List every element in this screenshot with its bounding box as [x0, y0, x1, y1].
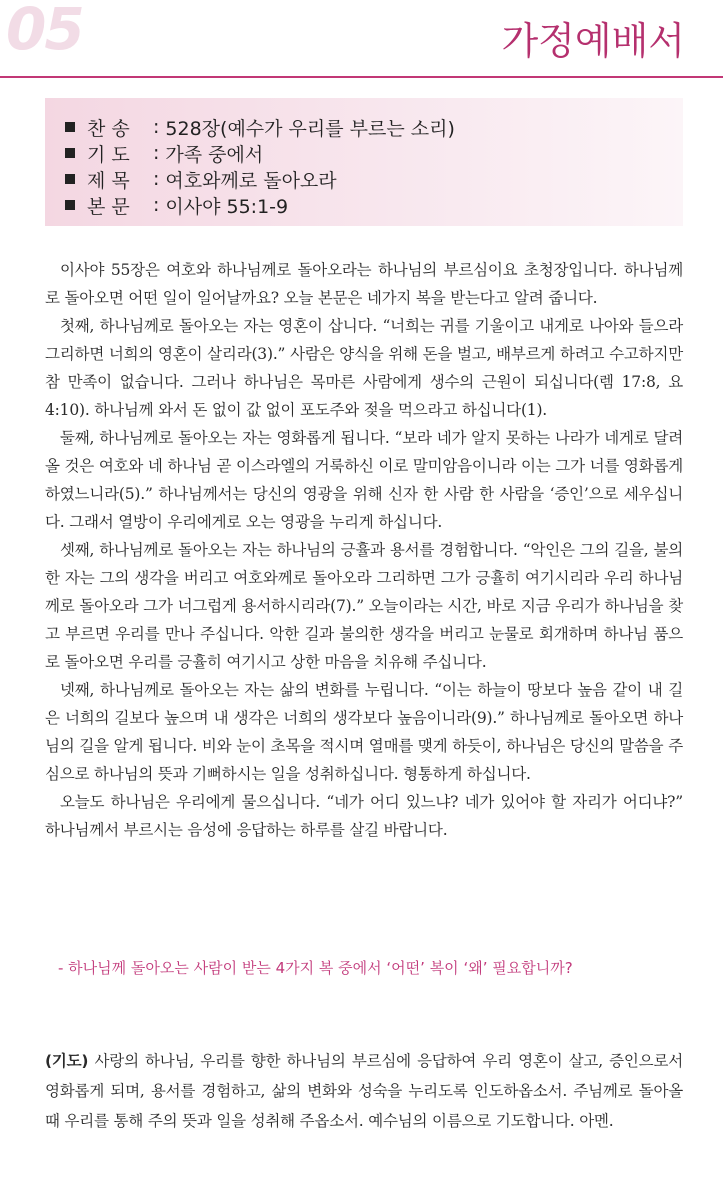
info-value: 이사야 55:1-9: [165, 195, 289, 218]
sermon-paragraph: 셋째, 하나님께로 돌아오는 자는 하나님의 긍휼과 용서를 경험합니다. “악인은 그의 길을, 불의한 자는 그의 생각을 버리고 여호와께로 돌아오라 그리하면 그가 긍휼히 여기시리라 우리 하나님께로 돌아오라 그가 너그럽게 용서하시리라(7).” 오늘이라는 시간, 바로 지금 우리가 하나님을 찾고 부르면 우리를 만나 주십니다. 악한 길과 불의한 생각을 버리고 눈물로 회개하며 하나님 품으로 돌아오면 우리를 긍휼히 여기시고 상한 마음을 치유해 주십니다.: [45, 541, 683, 671]
closing-prayer: [45, 1046, 683, 1136]
info-value: 가족 중에서: [165, 143, 264, 166]
sermon-paragraph: 오늘도 하나님은 우리에게 물으십니다. “네가 어디 있느냐? 네가 있어야 할 자리가 어디냐?” 하나님께서 부르시는 음성에 응답하는 하루를 살길 바랍니다.: [45, 793, 683, 839]
prayer-label: (기도): [45, 1052, 89, 1070]
square-bullet-icon: [65, 122, 75, 132]
sermon-paragraph: 넷째, 하나님께로 돌아오는 자는 삶의 변화를 누립니다. “이는 하늘이 땅보다 높음 같이 내 길은 너희의 길보다 높으며 내 생각은 너희의 생각보다 높음이니라(9).” 하나님께로 돌아오면 하나님의 길을 알게 됩니다. 비와 눈이 초목을 적시며 열매를 맺게 하듯이, 하나님은 당신의 말씀을 주심으로 하나님의 뜻과 기뻐하시는 일을 성취하십니다. 형통하게 하십니다.: [45, 681, 683, 783]
info-row-title: [65, 166, 683, 192]
square-bullet-icon: [65, 174, 75, 184]
info-value: 여호와께로 돌아오라: [165, 169, 337, 192]
sermon-paragraph: 이사야 55장은 여호와 하나님께로 돌아오라는 하나님의 부르심이요 초청장입니다. 하나님께로 돌아오면 어떤 일이 일어날까요? 오늘 본문은 네가지 복을 받는다고 알려 줍니다.: [45, 261, 683, 307]
info-label: 제 목: [87, 169, 130, 192]
info-value: 528장(예수가 우리를 부르는 소리): [165, 117, 455, 140]
square-bullet-icon: [65, 148, 75, 158]
section-title: 가정예배서: [501, 19, 685, 63]
info-label: 본 문: [87, 195, 130, 218]
info-label: 찬 송: [87, 117, 130, 140]
info-row-hymn: [65, 114, 683, 140]
discussion-question: - 하나님께 돌아오는 사람이 받는 4가지 복 중에서 ‘어떤’ 복이 ‘왜’ 필요합니까?: [58, 959, 573, 977]
info-colon: :: [153, 168, 160, 190]
prayer-text: 사랑의 하나님, 우리를 향한 하나님의 부르심에 응답하여 우리 영혼이 살고, 증인으로서 영화롭게 되며, 용서를 경험하고, 삶의 변화와 성숙을 누리도록 인도하옵소서. 주님께로 돌아올 때 우리를 통해 주의 뜻과 일을 성취해 주옵소서. 예수님의 이름으로 기도합니다. 아멘.: [45, 1052, 683, 1130]
title-divider: [0, 76, 723, 78]
info-row-scripture: [65, 192, 683, 218]
sermon-paragraph: 둘째, 하나님께로 돌아오는 자는 영화롭게 됩니다. “보라 네가 알지 못하는 나라가 네게로 달려올 것은 여호와 네 하나님 곧 이스라엘의 거룩하신 이로 말미암음이니라 이는 그가 너를 영화롭게 하였느니라(5).” 하나님께서는 당신의 영광을 위해 신자 한 사람 한 사람을 ‘증인’으로 세우십니다. 그래서 열방이 우리에게로 오는 영광을 누리게 하십니다.: [45, 429, 683, 531]
page-number: 05: [6, 0, 83, 63]
info-row-prayer: [65, 140, 683, 166]
info-colon: :: [153, 116, 160, 138]
info-colon: :: [153, 194, 160, 216]
worship-info-box: [45, 98, 683, 226]
sermon-body: [45, 256, 683, 844]
sermon-paragraph: 첫째, 하나님께로 돌아오는 자는 영혼이 삽니다. “너희는 귀를 기울이고 내게로 나아와 들으라 그리하면 너희의 영혼이 살리라(3).” 사람은 양식을 위해 돈을 벌고, 배부르게 하려고 수고하지만 참 만족이 없습니다. 그러나 하나님은 목마른 사람에게 생수의 근원이 되십니다(렘 17:8, 요 4:10). 하나님께 와서 돈 없이 값 없이 포도주와 젖을 먹으라고 하십니다(1).: [45, 317, 683, 419]
info-label: 기 도: [87, 143, 130, 166]
info-colon: :: [153, 142, 160, 164]
square-bullet-icon: [65, 200, 75, 210]
